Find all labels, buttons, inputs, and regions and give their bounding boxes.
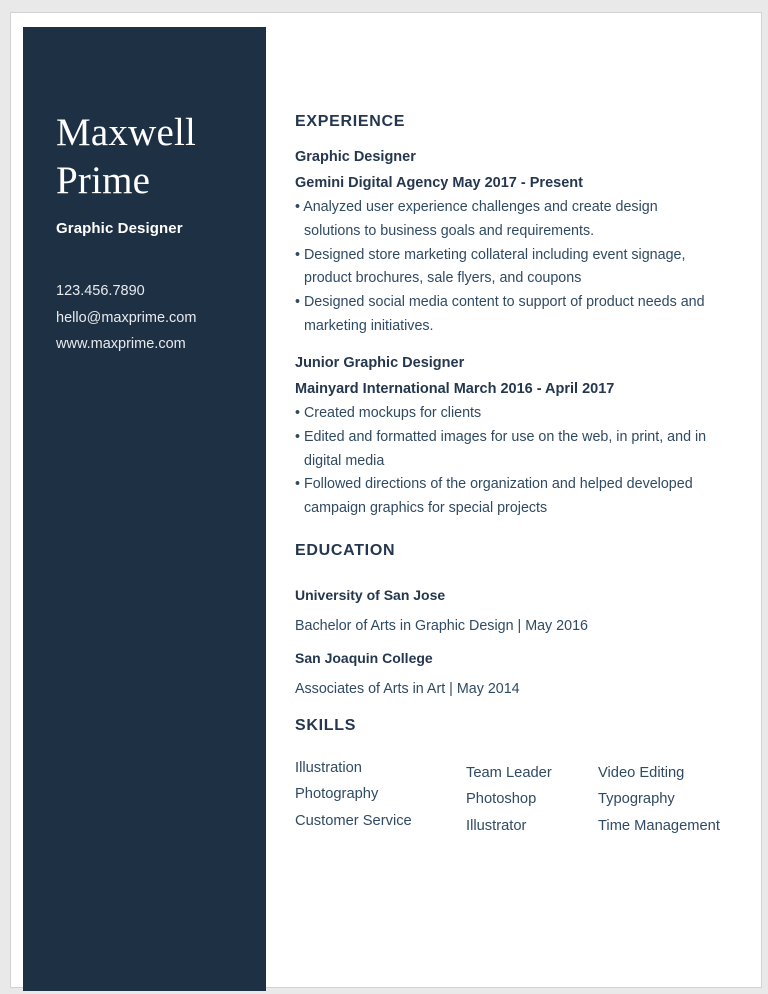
skills-column bbox=[295, 755, 412, 834]
job-bullet-list bbox=[295, 196, 707, 339]
section-heading-skills: SKILLS bbox=[295, 717, 357, 734]
skill-item: Photography bbox=[295, 786, 379, 803]
name-line-last: Prime bbox=[56, 159, 151, 202]
contact-info bbox=[56, 278, 256, 358]
education-degree: Bachelor of Arts in Graphic Design | May 2016 bbox=[295, 618, 588, 634]
job-title: Graphic Designer bbox=[295, 149, 416, 165]
job-company-and-dates: Gemini Digital Agency May 2017 - Present bbox=[295, 175, 583, 191]
sidebar-content bbox=[56, 109, 256, 358]
skill-item: Illustrator bbox=[466, 817, 527, 834]
job-bullet-list bbox=[295, 402, 707, 521]
education-entry bbox=[295, 647, 707, 700]
section-heading-experience: EXPERIENCE bbox=[295, 113, 406, 130]
education-school: San Joaquin College bbox=[295, 650, 433, 666]
job-bullet: • Analyzed user experience challenges and create design solutions to business goals and requirements. bbox=[295, 199, 658, 239]
skill-item: Team Leader bbox=[466, 765, 552, 781]
skills-column bbox=[466, 760, 552, 839]
resume-page bbox=[11, 13, 761, 987]
job-bullet: • Designed store marketing collateral including event signage, product brochures, sale flyers, and coupons bbox=[295, 246, 686, 287]
experience-entry bbox=[295, 350, 707, 521]
name-line-first: Maxwell bbox=[56, 111, 197, 154]
experience-entry bbox=[295, 144, 707, 339]
skills-column bbox=[598, 760, 720, 839]
skill-item: Time Management bbox=[598, 817, 720, 834]
skill-item: Photoshop bbox=[466, 791, 537, 808]
candidate-role: Graphic Designer bbox=[56, 220, 183, 237]
contact-email[interactable]: hello@maxprime.com bbox=[56, 309, 197, 326]
education-entry bbox=[295, 584, 707, 637]
job-bullet: • Created mockups for clients bbox=[295, 405, 482, 421]
job-title: Junior Graphic Designer bbox=[295, 355, 465, 371]
contact-website[interactable]: www.maxprime.com bbox=[56, 336, 186, 352]
sidebar bbox=[23, 27, 266, 991]
skill-item: Customer Service bbox=[295, 812, 412, 829]
skill-item: Typography bbox=[598, 791, 675, 808]
candidate-name bbox=[56, 109, 256, 205]
skill-item: Illustration bbox=[295, 760, 362, 776]
job-company-and-dates: Mainyard International March 2016 - April 2017 bbox=[295, 381, 615, 397]
job-bullet: • Edited and formatted images for use on the web, in print, and in digital media bbox=[295, 428, 707, 469]
section-heading-education: EDUCATION bbox=[295, 542, 396, 559]
education-school: University of San Jose bbox=[295, 587, 446, 603]
skill-item: Video Editing bbox=[598, 765, 685, 781]
contact-phone[interactable]: 123.456.7890 bbox=[56, 283, 145, 299]
job-bullet: • Designed social media content to support of product needs and marketing initiatives. bbox=[295, 294, 705, 334]
job-bullet: • Followed directions of the organization and helped developed campaign graphics for special projects bbox=[295, 476, 693, 517]
education-degree: Associates of Arts in Art | May 2014 bbox=[295, 681, 520, 697]
